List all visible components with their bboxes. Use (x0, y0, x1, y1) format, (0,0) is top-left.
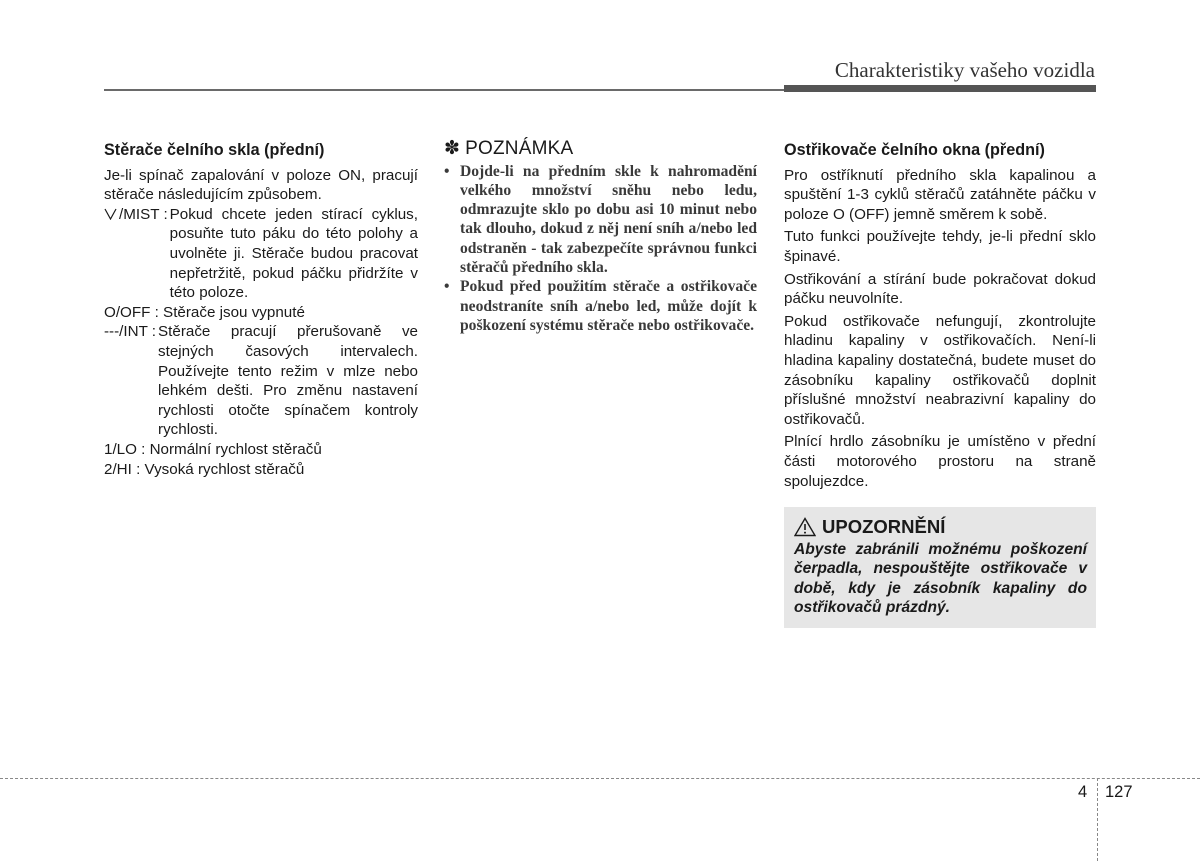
note-section (444, 138, 757, 335)
washer-paragraph: Ostřikování a stírání bude pokračovat dokud páčku neuvolníte. (784, 270, 1096, 308)
header-rule-thin (104, 89, 784, 91)
int-description: Stěrače pracují přerušovaně ve stejných časových intervalech. Používejte tento režim v mlze nebo lehkém dešti. Pro změnu nastavení rychlosti otočte spínačem kontroly rychlosti. (158, 323, 418, 439)
note-title-label: POZNÁMKA (465, 138, 574, 159)
washer-section-title: Ostřikovače čelního okna (přední) (784, 141, 1045, 159)
warning-triangle-icon (794, 517, 816, 537)
mist-description: Pokud chcete jeden stírací cyklus, posuňte tuto páku do této polohy a uvolněte ji. Stěrače budou pracovat nepřetržitě, pokud páčku přidržíte v této poloze. (169, 205, 418, 302)
mist-v-icon (104, 208, 117, 220)
mist-term (104, 205, 168, 303)
note-item-text: Dojde-li na předním skle k nahromadění velkého množství sněhu nebo ledu, odmrazujte sklo po dobu asi 10 minut nebo tak dlouho, dokud z něj není sníh a/nebo led odstraněn - tak zabezpečíte správnou funkci stěračů předního skla. (460, 162, 757, 277)
bullet-icon: • (444, 278, 450, 296)
washer-paragraph: Pokud ostřikovače nefungují, zkontrolujte hladinu kapaliny v ostřikovačích. Není-li hladina kapaliny dostatečná, budete muset do zásobníku kapaliny ostřikovačů doplnit příslušné množství neabrazivní kapaliny do ostřikovačů. (784, 312, 1096, 428)
page-header-title: Charakteristiky vašeho vozidla (834, 58, 1095, 82)
warning-text: Abyste zabránili možnému poškození čerpadla, nespouštějte ostřikovače v době, kdy je zásobník kapaliny do ostřikovačů prázdný. (794, 541, 1087, 616)
list-item (444, 162, 757, 278)
chapter-number: 4 (1078, 783, 1088, 801)
wiper-mode-lo: 1/LO : Normální rychlost stěračů (104, 440, 322, 458)
note-list (444, 162, 757, 336)
header-rule-thick (784, 85, 1096, 92)
page-number: 127 (1105, 783, 1133, 801)
wiper-section (104, 138, 418, 479)
wiper-mode-off: O/OFF : Stěrače jsou vypnuté (104, 303, 305, 321)
washer-paragraph: Pro ostříknutí předního skla kapalinou a spuštění 1-3 cyklů stěračů zatáhněte páčku v poloze O (OFF) jemně směrem k sobě. (784, 166, 1096, 223)
note-star-icon: ✽ (444, 138, 461, 159)
footer-dashed-rule (0, 778, 1200, 779)
washer-section (784, 138, 1096, 628)
washer-paragraph: Plnící hrdlo zásobníku je umístěno v přední části motorového prostoru na straně spolujezdce. (784, 433, 1096, 490)
mist-term-label: /MIST : (119, 205, 168, 223)
note-item-text: Pokud před použitím stěrače a ostřikovače neodstraníte sníh a/nebo led, může dojít k poškození systému stěrače nebo ostřikovače. (460, 278, 757, 334)
wiper-mode-hi: 2/HI : Vysoká rychlost stěračů (104, 460, 305, 478)
int-term: ---/INT : (104, 323, 157, 341)
footer-dashed-divider (1097, 778, 1098, 861)
washer-paragraph: Tuto funkci používejte tehdy, je-li přední sklo špinavé. (784, 228, 1096, 265)
wiper-mode-mist (104, 205, 418, 303)
list-item (444, 277, 757, 335)
bullet-icon: • (444, 162, 450, 180)
wiper-mode-int (104, 322, 418, 440)
warning-title-label: UPOZORNĚNÍ (822, 516, 946, 538)
wiper-section-title: Stěrače čelního skla (přední) (104, 141, 325, 159)
warning-box (784, 507, 1096, 628)
warning-title (794, 517, 1087, 537)
note-title (444, 139, 757, 159)
wiper-intro: Je-li spínač zapalování v poloze ON, pracují stěrače následujícím způsobem. (104, 166, 418, 204)
